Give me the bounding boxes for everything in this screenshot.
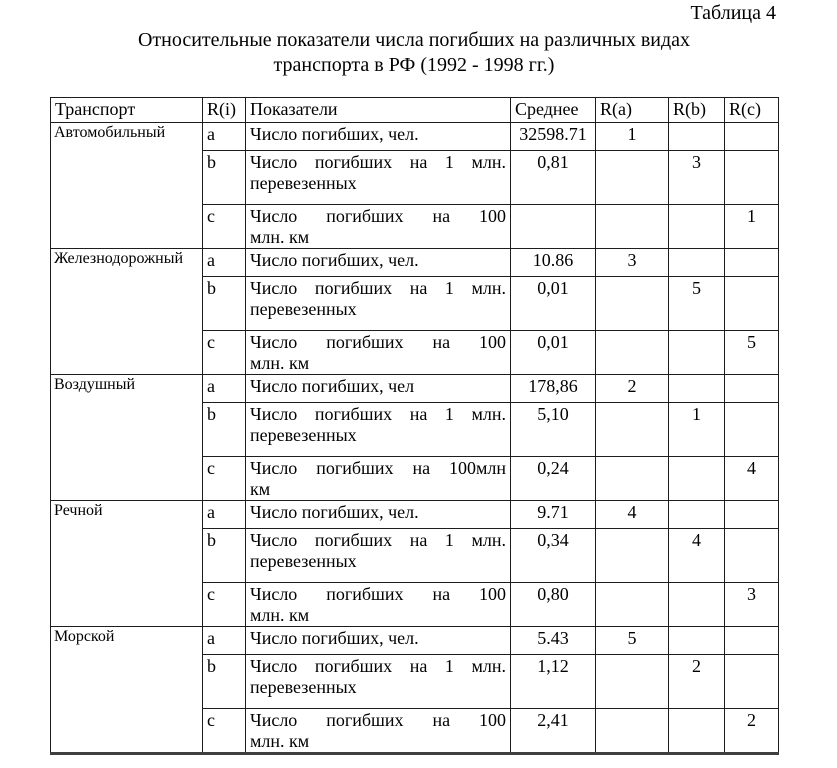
rank-c-cell [725, 627, 779, 655]
rank-c-cell [725, 655, 779, 709]
mean-cell: 10.86 [511, 249, 596, 277]
rank-c-cell [725, 403, 779, 457]
indicator-cell: Число погибших на 100 млн. км [246, 583, 511, 627]
rank-b-cell: 4 [669, 529, 725, 583]
ri-cell: a [203, 375, 246, 403]
table-row [51, 501, 779, 529]
ri-cell: b [203, 277, 246, 331]
header-mean: Среднее [511, 98, 596, 123]
ri-cell: a [203, 627, 246, 655]
rank-a-cell [596, 205, 669, 249]
indicator-cell: Число погибших на 100 млн. км [246, 205, 511, 249]
indicator-cell: Число погибших, чел. [246, 123, 511, 151]
transport-cell: Железнодорожный [51, 249, 203, 375]
rank-b-cell [669, 501, 725, 529]
ri-cell: c [203, 205, 246, 249]
ri-cell: b [203, 151, 246, 205]
rank-a-cell: 4 [596, 501, 669, 529]
header-rc: R(c) [725, 98, 779, 123]
rank-a-cell [596, 403, 669, 457]
table-row [51, 123, 779, 151]
rank-b-cell: 2 [669, 655, 725, 709]
rank-a-cell [596, 151, 669, 205]
mean-cell: 0,01 [511, 331, 596, 375]
ri-cell: c [203, 583, 246, 627]
rank-a-cell [596, 583, 669, 627]
mean-cell: 2,41 [511, 709, 596, 754]
ri-cell: c [203, 709, 246, 754]
ri-cell: c [203, 457, 246, 501]
indicator-cell: Число погибших на 1 млн. перевезенных [246, 277, 511, 331]
header-ri: R(i) [203, 98, 246, 123]
rank-c-cell [725, 277, 779, 331]
indicator-cell: Число погибших на 100 млн. км [246, 709, 511, 754]
ri-cell: a [203, 501, 246, 529]
rank-b-cell [669, 123, 725, 151]
mean-cell: 178,86 [511, 375, 596, 403]
rank-a-cell: 3 [596, 249, 669, 277]
rank-a-cell [596, 655, 669, 709]
indicator-cell: Число погибших, чел [246, 375, 511, 403]
ri-cell: a [203, 249, 246, 277]
header-indicators: Показатели [246, 98, 511, 123]
rank-c-cell: 4 [725, 457, 779, 501]
transport-cell: Речной [51, 501, 203, 627]
indicator-cell: Число погибших, чел. [246, 249, 511, 277]
mean-cell: 0,01 [511, 277, 596, 331]
mean-cell: 1,12 [511, 655, 596, 709]
statistics-table [50, 97, 779, 755]
indicator-cell: Число погибших, чел. [246, 627, 511, 655]
header-rb: R(b) [669, 98, 725, 123]
rank-c-cell: 1 [725, 205, 779, 249]
rank-a-cell [596, 529, 669, 583]
rank-b-cell [669, 205, 725, 249]
page-title-line1: Относительные показатели числа погибших на различных видах [137, 29, 691, 51]
mean-cell: 5.43 [511, 627, 596, 655]
indicator-cell: Число погибших на 1 млн. перевезенных [246, 529, 511, 583]
rank-c-cell: 2 [725, 709, 779, 754]
rank-b-cell: 1 [669, 403, 725, 457]
indicator-cell: Число погибших на 1 млн. перевезенных [246, 151, 511, 205]
rank-b-cell [669, 457, 725, 501]
rank-b-cell [669, 331, 725, 375]
rank-b-cell [669, 627, 725, 655]
rank-b-cell [669, 249, 725, 277]
rank-b-cell [669, 375, 725, 403]
transport-cell: Воздушный [51, 375, 203, 501]
table-header-row [51, 98, 779, 123]
rank-b-cell [669, 709, 725, 754]
table-row [51, 249, 779, 277]
rank-a-cell [596, 277, 669, 331]
header-ra: R(a) [596, 98, 669, 123]
page-title-line2: транспорта в РФ (1992 - 1998 гг.) [273, 54, 555, 76]
rank-a-cell: 2 [596, 375, 669, 403]
ri-cell: a [203, 123, 246, 151]
indicator-cell: Число погибших на 100 млн. км [246, 331, 511, 375]
rank-a-cell: 1 [596, 123, 669, 151]
ri-cell: c [203, 331, 246, 375]
mean-cell [511, 205, 596, 249]
ri-cell: b [203, 655, 246, 709]
indicator-cell: Число погибших на 1 млн. перевезенных [246, 655, 511, 709]
rank-b-cell [669, 583, 725, 627]
ri-cell: b [203, 529, 246, 583]
indicator-cell: Число погибших на 1 млн. перевезенных [246, 403, 511, 457]
page-title [50, 28, 778, 78]
rank-a-cell [596, 457, 669, 501]
rank-c-cell [725, 529, 779, 583]
table-caption: Таблица 4 [690, 2, 776, 24]
table-row [51, 627, 779, 655]
table-row [51, 375, 779, 403]
rank-a-cell: 5 [596, 627, 669, 655]
mean-cell: 0,80 [511, 583, 596, 627]
mean-cell: 0,34 [511, 529, 596, 583]
indicator-cell: Число погибших на 100млн км [246, 457, 511, 501]
rank-a-cell [596, 331, 669, 375]
rank-c-cell: 3 [725, 583, 779, 627]
mean-cell: 0,81 [511, 151, 596, 205]
mean-cell: 32598.71 [511, 123, 596, 151]
ri-cell: b [203, 403, 246, 457]
header-transport: Транспорт [51, 98, 203, 123]
rank-a-cell [596, 709, 669, 754]
rank-c-cell [725, 123, 779, 151]
transport-cell: Автомобильный [51, 123, 203, 249]
transport-cell: Морской [51, 627, 203, 754]
rank-c-cell [725, 151, 779, 205]
rank-b-cell: 5 [669, 277, 725, 331]
mean-cell: 5,10 [511, 403, 596, 457]
indicator-cell: Число погибших, чел. [246, 501, 511, 529]
rank-b-cell: 3 [669, 151, 725, 205]
rank-c-cell: 5 [725, 331, 779, 375]
rank-c-cell [725, 375, 779, 403]
mean-cell: 0,24 [511, 457, 596, 501]
mean-cell: 9.71 [511, 501, 596, 529]
rank-c-cell [725, 249, 779, 277]
rank-c-cell [725, 501, 779, 529]
